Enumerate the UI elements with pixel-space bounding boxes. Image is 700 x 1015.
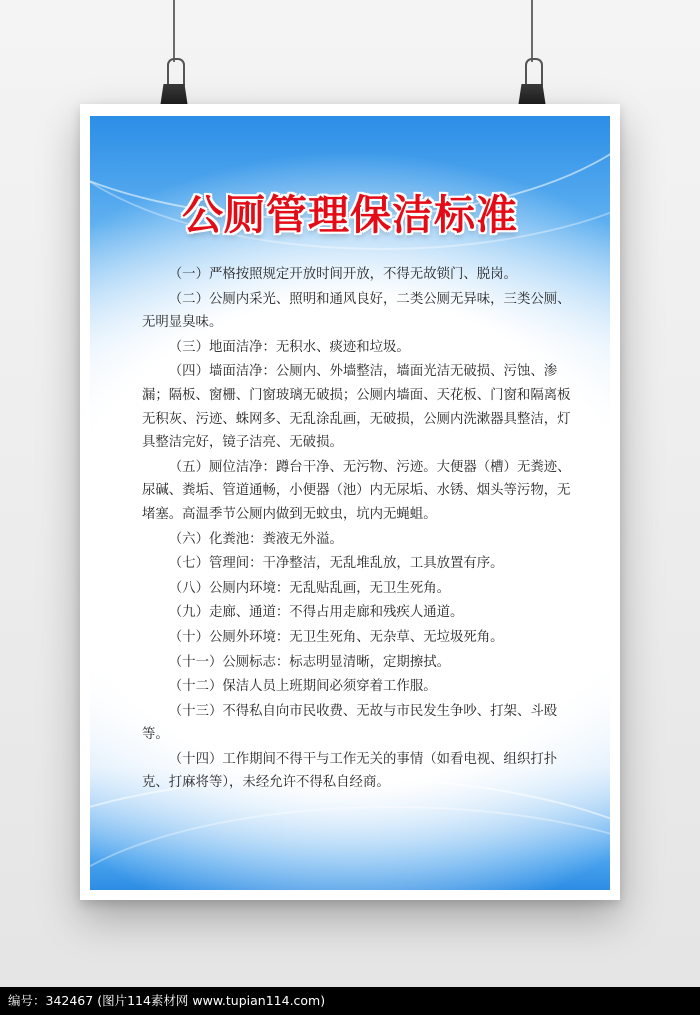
rule-item: （十二）保洁人员上班期间必须穿着工作服。 (168, 679, 437, 695)
poster-background (90, 116, 610, 890)
rule-item: （十三）不得私自向市民收费、无故与市民发生争吵、打架、斗殴等。 (142, 703, 558, 743)
poster (80, 104, 620, 900)
rule-item: （一）严格按照规定开放时间开放，不得无故锁门、脱岗。 (168, 267, 517, 282)
rule-item: （十一）公厕标志：标志明显清晰，定期擦拭。 (168, 654, 450, 670)
rule-item: （七）管理间：干净整洁，无乱堆乱放，工具放置有序。 (168, 556, 504, 572)
hanging-string-left (173, 0, 175, 62)
rule-item: （三）地面洁净：无积水、痰迹和垃圾。 (168, 339, 410, 355)
rule-item: （九）走廊、通道：不得占用走廊和残疾人通道。 (168, 605, 464, 621)
watermark-footer: 编号：342467 (图片114素材网 www.tupian114.com) (0, 987, 700, 1015)
hanging-string-right (531, 0, 533, 62)
rule-item: （八）公厕内环境：无乱贴乱画，无卫生死角。 (168, 580, 450, 596)
rule-item: （十）公厕外环境：无卫生死角、无杂草、无垃圾死角。 (168, 629, 504, 645)
rule-item: （四）墙面洁净：公厕内、外墙整洁，墙面光洁无破损、污蚀、渗漏；隔板、窗栅、门窗玻璃无破损；公厕内墙面、天花板、门窗和隔离板无积灰、污迹、蛛网多、无乱涂乱画，无破损，公厕内洗漱器具整洁，灯具整洁完好，镜子洁亮、无破损。 (142, 364, 571, 451)
rule-item: （六）化粪池：粪液无外溢。 (168, 531, 343, 547)
poster-title: 公厕管理保洁标准 (182, 191, 518, 239)
rule-item: （五）厕位洁净：蹲台干净、无污物、污迹。大便器（槽）无粪迹、尿碱、粪垢、管道通畅，小便器（池）内无尿垢、水锈、烟头等污物，无堵塞。高温季节公厕内做到无蚊虫，坑内无蝇蛆。 (142, 459, 571, 522)
rule-item: （二）公厕内采光、照明和通风良好，二类公厕无异味，三类公厕、无明显臭味。 (142, 291, 571, 331)
rules-list (142, 263, 582, 796)
rule-item: （十四）工作期间不得干与工作无关的事情（如看电视、组织打扑克、打麻将等），未经允许不得私自经商。 (142, 751, 558, 791)
